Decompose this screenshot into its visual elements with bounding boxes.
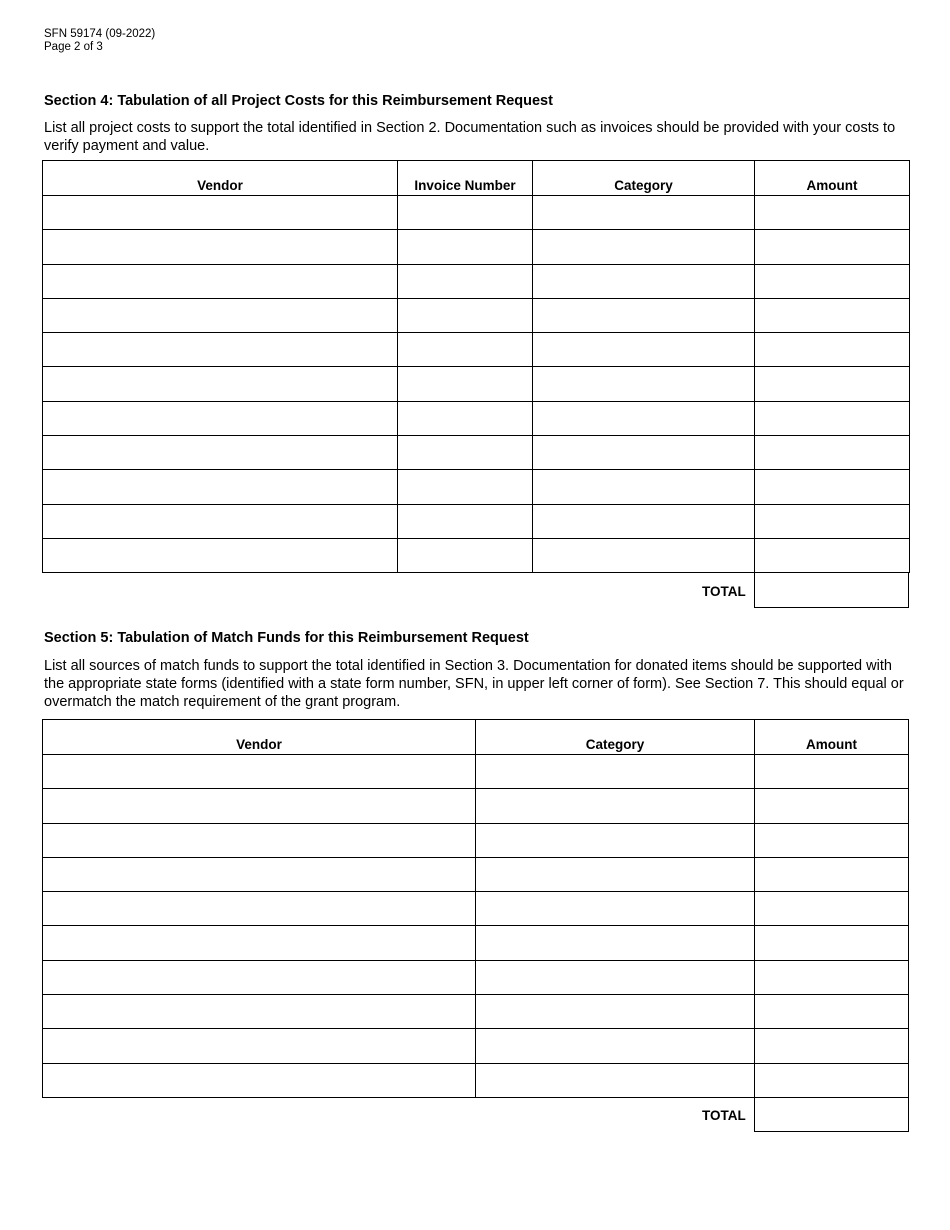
table-row [43, 298, 910, 332]
table-row [43, 755, 909, 789]
column-header-vendor: Vendor [43, 161, 398, 196]
cell-vendor[interactable] [43, 538, 398, 572]
column-header-category: Category [476, 720, 755, 755]
section4-total-field[interactable] [754, 572, 909, 608]
cell-vendor[interactable] [43, 504, 398, 538]
cell-vendor[interactable] [43, 470, 398, 504]
cell-vendor[interactable] [43, 789, 476, 823]
cell-category[interactable] [476, 823, 755, 857]
column-header-amount: Amount [755, 161, 910, 196]
table-row [43, 470, 910, 504]
cell-invoice-number[interactable] [398, 196, 533, 230]
table-row [43, 333, 910, 367]
cell-vendor[interactable] [43, 960, 476, 994]
table-row [43, 926, 909, 960]
cell-category[interactable] [476, 892, 755, 926]
cell-invoice-number[interactable] [398, 504, 533, 538]
cell-amount[interactable] [755, 823, 909, 857]
section4-total-label: TOTAL [702, 584, 746, 599]
cell-invoice-number[interactable] [398, 436, 533, 470]
cell-category[interactable] [533, 401, 755, 435]
cell-amount[interactable] [755, 995, 909, 1029]
cell-invoice-number[interactable] [398, 401, 533, 435]
cell-invoice-number[interactable] [398, 538, 533, 572]
cell-amount[interactable] [755, 196, 910, 230]
cell-vendor[interactable] [43, 298, 398, 332]
form-number: SFN 59174 (09-2022) [44, 28, 156, 40]
cell-vendor[interactable] [43, 995, 476, 1029]
column-header-vendor: Vendor [43, 720, 476, 755]
cell-vendor[interactable] [43, 367, 398, 401]
cell-amount[interactable] [755, 401, 910, 435]
cell-category[interactable] [533, 230, 755, 264]
table-row [43, 504, 910, 538]
section4-description: List all project costs to support the total identified in Section 2. Documentation such as invoices should be provided with your costs to verify payment and value. [44, 120, 896, 154]
project-costs-table [42, 160, 910, 573]
cell-vendor[interactable] [43, 823, 476, 857]
table-row [43, 264, 910, 298]
table-row [43, 436, 910, 470]
table-row [43, 1029, 909, 1063]
cell-vendor[interactable] [43, 857, 476, 891]
column-header-amount: Amount [755, 720, 909, 755]
cell-category[interactable] [533, 333, 755, 367]
table-row [43, 789, 909, 823]
table-row [43, 196, 910, 230]
cell-category[interactable] [533, 538, 755, 572]
cell-category[interactable] [476, 857, 755, 891]
cell-vendor[interactable] [43, 264, 398, 298]
table-header-row [43, 161, 910, 196]
cell-vendor[interactable] [43, 401, 398, 435]
cell-category[interactable] [476, 960, 755, 994]
cell-invoice-number[interactable] [398, 470, 533, 504]
cell-category[interactable] [533, 264, 755, 298]
cell-vendor[interactable] [43, 1063, 476, 1097]
table-row [43, 857, 909, 891]
section4-title: Section 4: Tabulation of all Project Costs for this Reimbursement Request [44, 93, 553, 109]
cell-vendor[interactable] [43, 230, 398, 264]
cell-category[interactable] [533, 196, 755, 230]
table-row [43, 995, 909, 1029]
cell-category[interactable] [476, 995, 755, 1029]
cell-category[interactable] [533, 367, 755, 401]
table-row [43, 367, 910, 401]
section5-description: List all sources of match funds to support the total identified in Section 3. Documentation for donated items should be supported with the appropriate state forms (identified with a state form number, SFN, in upper left corner of form). See Section 7. This should equal or overmatch the match requirement of the grant program. [44, 658, 904, 710]
cell-invoice-number[interactable] [398, 367, 533, 401]
cell-amount[interactable] [755, 789, 909, 823]
table-row [43, 401, 910, 435]
cell-amount[interactable] [755, 1063, 909, 1097]
table-header-row [43, 720, 909, 755]
match-funds-table [42, 719, 909, 1098]
cell-amount[interactable] [755, 857, 909, 891]
cell-invoice-number[interactable] [398, 230, 533, 264]
cell-amount[interactable] [755, 504, 910, 538]
cell-vendor[interactable] [43, 1029, 476, 1063]
cell-amount[interactable] [755, 1029, 909, 1063]
cell-category[interactable] [533, 504, 755, 538]
cell-invoice-number[interactable] [398, 298, 533, 332]
table-row [43, 823, 909, 857]
cell-category[interactable] [476, 789, 755, 823]
column-header-invoice-number: Invoice Number [398, 161, 533, 196]
cell-amount[interactable] [755, 230, 910, 264]
cell-category[interactable] [476, 1063, 755, 1097]
cell-category[interactable] [476, 926, 755, 960]
column-header-category: Category [533, 161, 755, 196]
cell-category[interactable] [533, 470, 755, 504]
table-row [43, 960, 909, 994]
cell-amount[interactable] [755, 333, 910, 367]
cell-invoice-number[interactable] [398, 333, 533, 367]
cell-amount[interactable] [755, 264, 910, 298]
table-row [43, 230, 910, 264]
cell-category[interactable] [476, 755, 755, 789]
cell-vendor[interactable] [43, 926, 476, 960]
page-number: Page 2 of 3 [44, 41, 103, 53]
cell-invoice-number[interactable] [398, 264, 533, 298]
cell-vendor[interactable] [43, 892, 476, 926]
table-row [43, 538, 910, 572]
cell-category[interactable] [533, 436, 755, 470]
cell-category[interactable] [533, 298, 755, 332]
section5-total-label: TOTAL [702, 1108, 746, 1123]
table-row [43, 892, 909, 926]
cell-amount[interactable] [755, 538, 910, 572]
table-row [43, 1063, 909, 1097]
section5-title: Section 5: Tabulation of Match Funds for this Reimbursement Request [44, 630, 529, 646]
cell-amount[interactable] [755, 960, 909, 994]
section5-total-field[interactable] [754, 1096, 909, 1132]
cell-vendor[interactable] [43, 436, 398, 470]
cell-amount[interactable] [755, 470, 910, 504]
cell-vendor[interactable] [43, 196, 398, 230]
form-identifier [44, 28, 155, 54]
cell-vendor[interactable] [43, 755, 476, 789]
cell-amount[interactable] [755, 367, 910, 401]
cell-amount[interactable] [755, 755, 909, 789]
cell-amount[interactable] [755, 436, 910, 470]
cell-amount[interactable] [755, 892, 909, 926]
cell-vendor[interactable] [43, 333, 398, 367]
cell-category[interactable] [476, 1029, 755, 1063]
cell-amount[interactable] [755, 298, 910, 332]
cell-amount[interactable] [755, 926, 909, 960]
